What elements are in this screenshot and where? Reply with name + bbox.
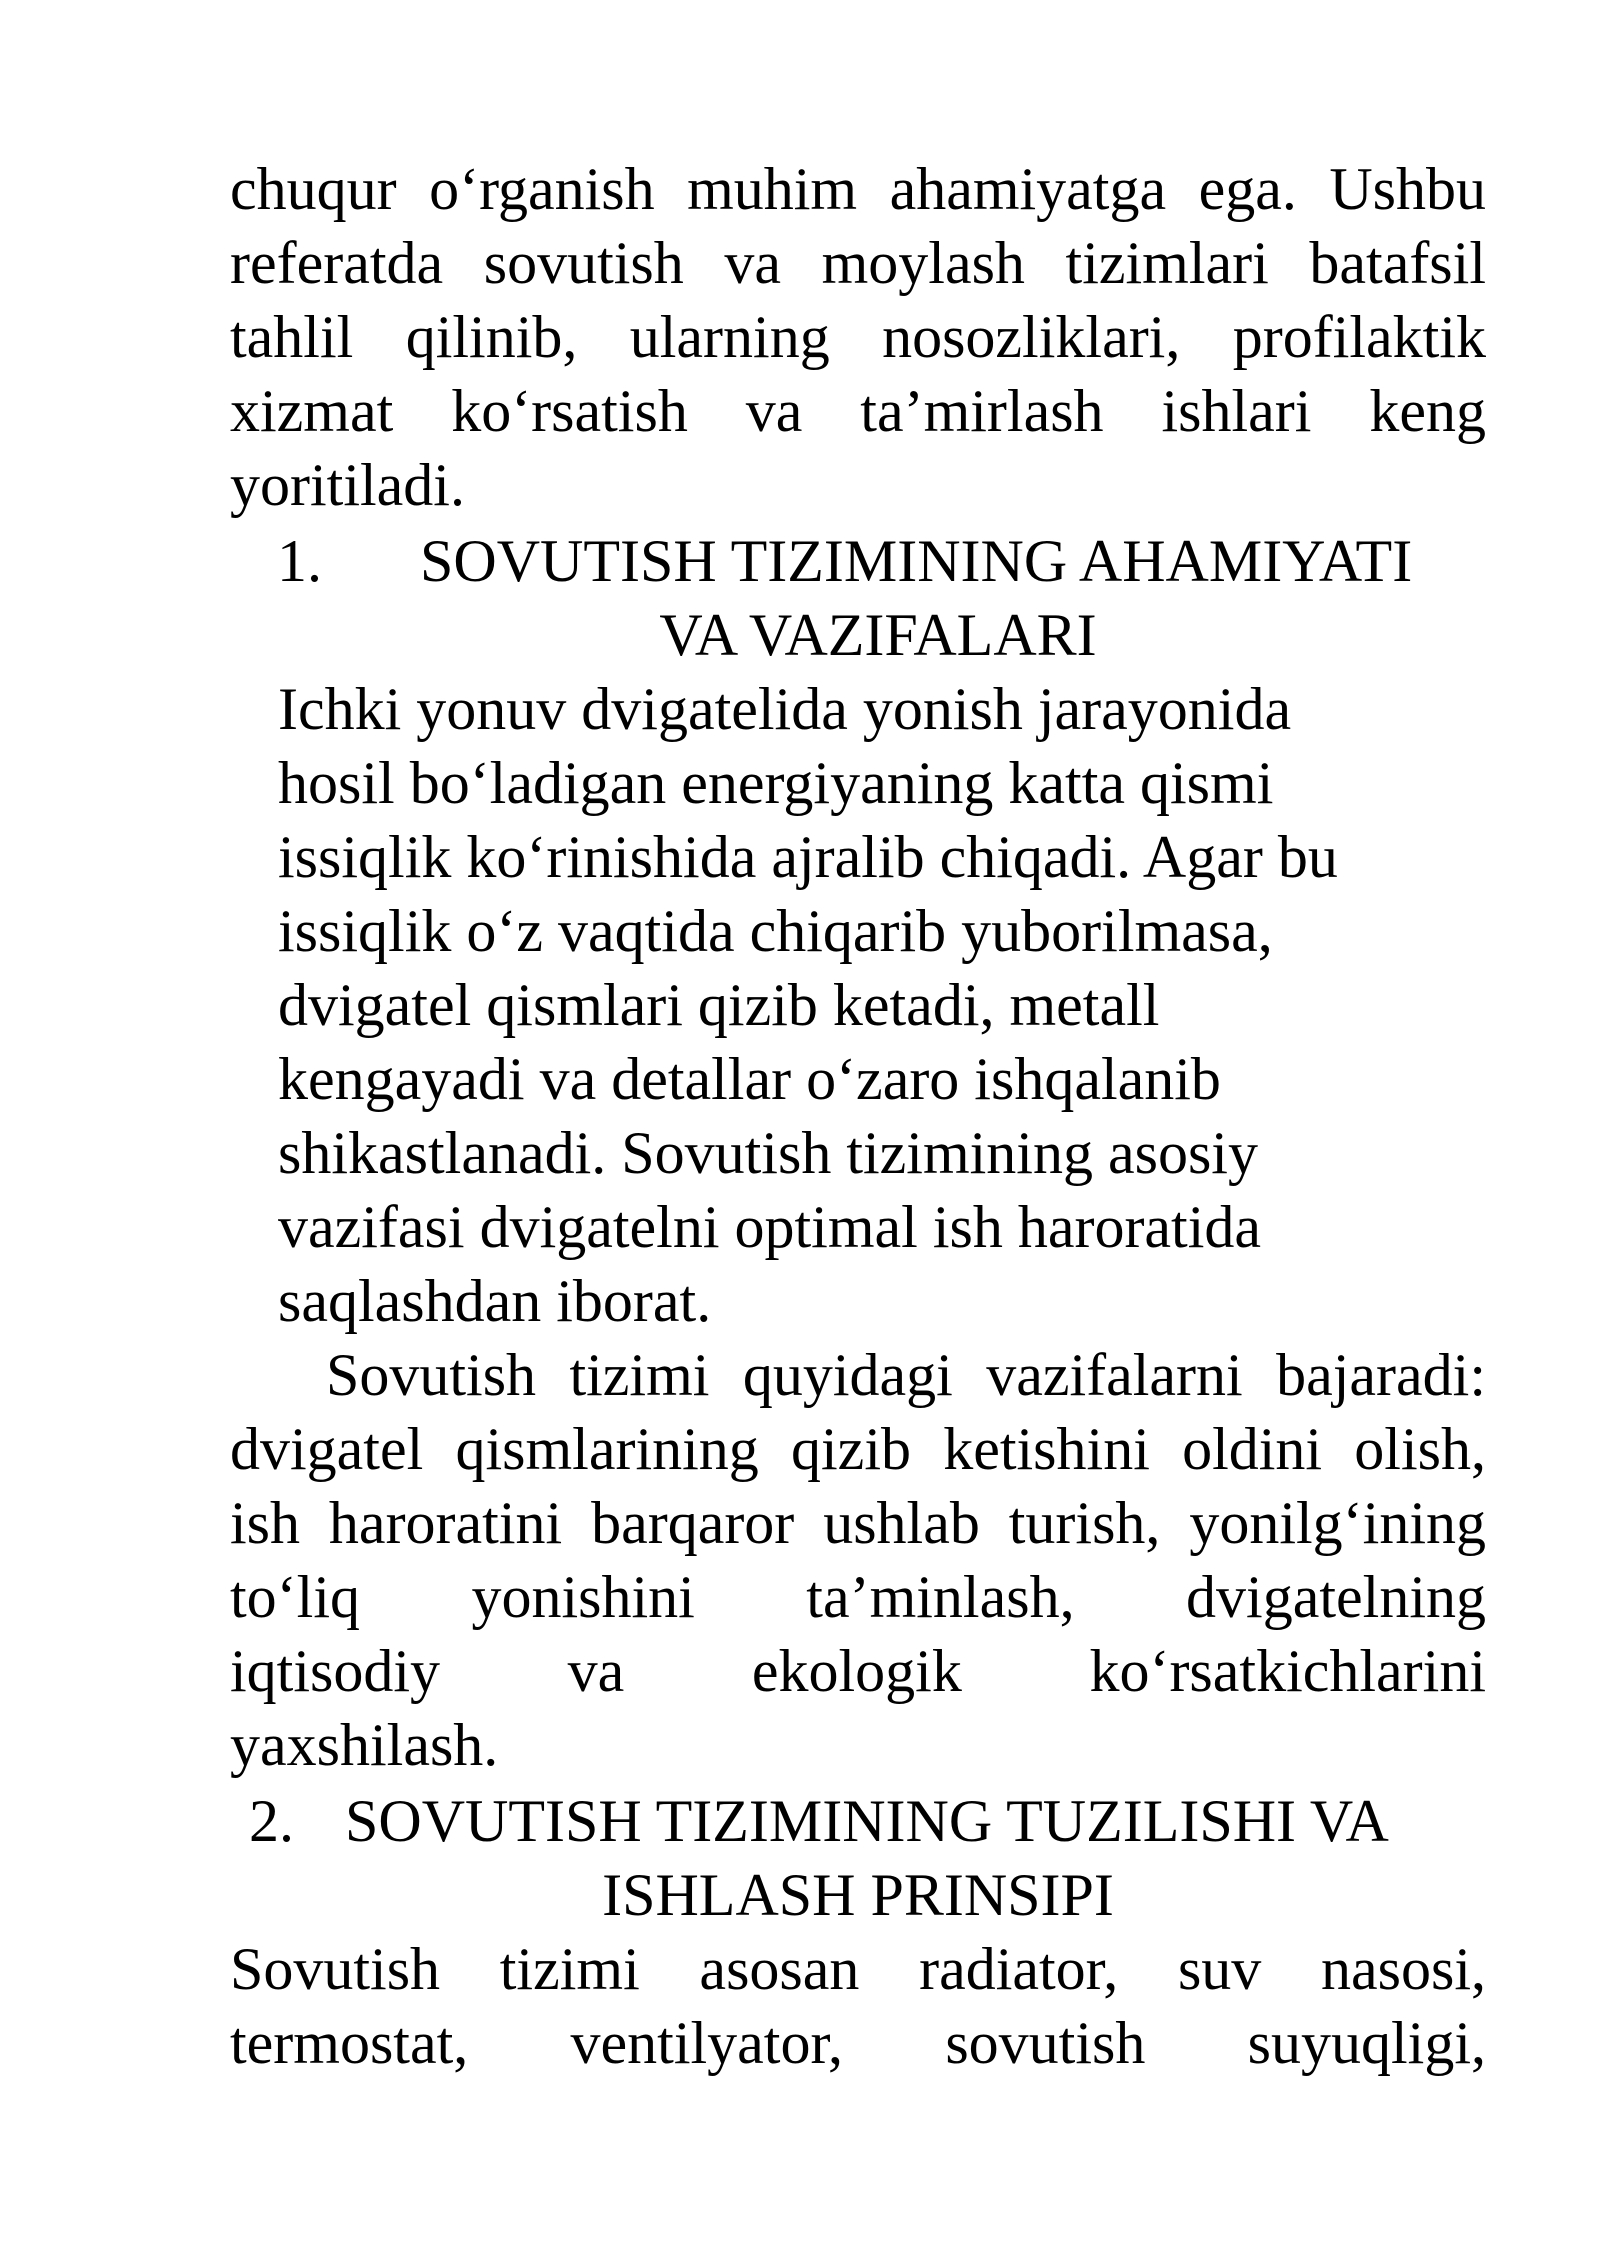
section-1-para-1-line: hosil bo‘ladigan energiyaning katta qismi — [278, 750, 1274, 816]
section-1-number: 1. — [277, 528, 322, 594]
section-2-title: SOVUTISH TIZIMINING TUZILISHI VA — [345, 1788, 1389, 1854]
section-2-para-1-line: termostat, ventilyator, sovutish suyuqligi, — [230, 2010, 1486, 2076]
section-1-title: SOVUTISH TIZIMINING AHAMIYATI — [420, 528, 1413, 594]
section-1-para-2-line: Sovutish tizimi quyidagi vazifalarni bajaradi: — [326, 1342, 1486, 1408]
intro-line: xizmat ko‘rsatish va ta’mirlash ishlari keng — [230, 378, 1486, 444]
section-1-para-1-line: kengayadi va detallar o‘zaro ishqalanib — [278, 1046, 1221, 1112]
section-1-title-continued: VA VAZIFALARI — [659, 602, 1097, 668]
section-1-para-1-line: vazifasi dvigatelni optimal ish haroratida — [278, 1194, 1262, 1260]
intro-line: chuqur o‘rganish muhim ahamiyatga ega. Ushbu — [230, 156, 1486, 222]
section-1-para-1-line: Ichki yonuv dvigatelida yonish jarayonida — [278, 676, 1292, 742]
section-1-para-2-line: yaxshilash. — [230, 1712, 499, 1778]
section-1-para-1-line: dvigatel qismlari qizib ketadi, metall — [278, 972, 1160, 1038]
section-1-para-1-line: saqlashdan iborat. — [278, 1268, 712, 1334]
section-1-para-2-line: iqtisodiy va ekologik ko‘rsatkichlarini — [230, 1638, 1486, 1704]
section-1-para-2-line: dvigatel qismlarining qizib ketishini oldini olish, — [230, 1416, 1486, 1482]
section-1-para-2-line: to‘liq yonishini ta’minlash, dvigatelning — [230, 1564, 1486, 1630]
intro-line: yoritiladi. — [230, 452, 465, 518]
section-1-para-1-line: shikastlanadi. Sovutish tizimining asosiy — [278, 1120, 1258, 1186]
section-2-number: 2. — [249, 1788, 294, 1854]
intro-line: referatda sovutish va moylash tizimlari batafsil — [230, 230, 1486, 296]
section-1-para-2-line: ish haroratini barqaror ushlab turish, yonilg‘ining — [230, 1490, 1486, 1556]
section-1-para-1-line: issiqlik ko‘rinishida ajralib chiqadi. Agar bu — [278, 824, 1338, 890]
section-2-title-continued: ISHLASH PRINSIPI — [602, 1862, 1114, 1928]
intro-line: tahlil qilinib, ularning nosozliklari, profilaktik — [230, 304, 1486, 370]
section-2-para-1-line: Sovutish tizimi asosan radiator, suv nasosi, — [230, 1936, 1486, 2002]
section-1-para-1-line: issiqlik o‘z vaqtida chiqarib yuborilmasa, — [278, 898, 1273, 964]
